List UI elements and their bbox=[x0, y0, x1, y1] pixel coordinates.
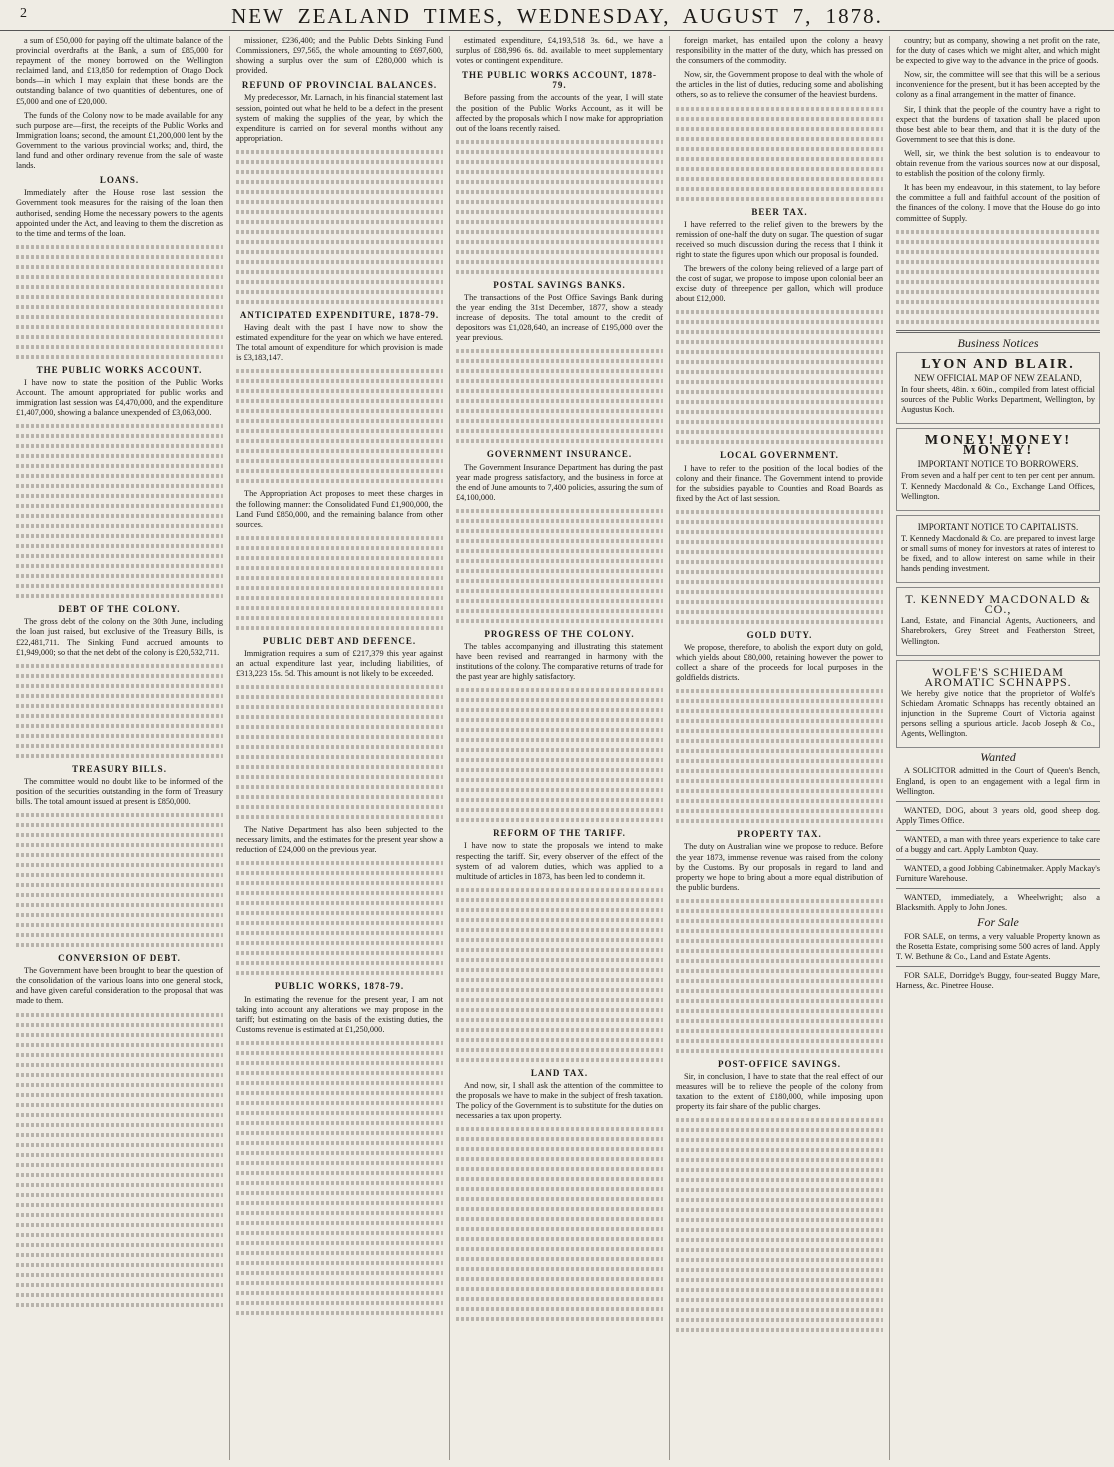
ad-lyon-blair bbox=[896, 352, 1100, 424]
section-heading: LAND TAX. bbox=[530, 1067, 589, 1078]
ad-body: In four sheets, 48in. x 60in., compiled from latest official sources of the Public Works Department, Wellington, by Augustus Koch. bbox=[901, 384, 1095, 415]
divider bbox=[896, 888, 1100, 889]
classified-ad: WANTED, immediately, a Wheelwright; also a Blacksmith. Apply to John Jones. bbox=[896, 893, 1100, 913]
text-block bbox=[16, 245, 223, 359]
section-heading: PUBLIC DEBT AND DEFENCE. bbox=[262, 635, 417, 646]
classified-ad: WANTED, DOG, about 3 years old, good sheep dog. Apply Times Office. bbox=[896, 805, 1100, 825]
classified-ad: FOR SALE, Dorridge's Buggy, four-seated Buggy Mare, Harness, &c. Pinetree House. bbox=[896, 970, 1100, 990]
classified-ad: WANTED, a good Jobbing Cabinetmaker. Apply Mackay's Furniture Warehouse. bbox=[896, 864, 1100, 884]
paragraph: Immigration requires a sum of £217,379 this year against an actual expenditure last year, including liabilities, of £313,223 15s. 5d. This amount is not likely to be exceeded. bbox=[236, 648, 443, 679]
section-title-for-sale: For Sale bbox=[977, 915, 1019, 930]
paragraph: Sir, in conclusion, I have to state that the real effect of our measures will be to relieve the people of the colony from taxation to the extent of £180,000, while imposing upon property its fair share of the public charges. bbox=[676, 1072, 883, 1112]
text-block bbox=[236, 150, 443, 304]
divider bbox=[896, 859, 1100, 860]
section-heading: GOVERNMENT INSURANCE. bbox=[486, 449, 633, 460]
columns bbox=[10, 36, 1106, 1460]
text-block bbox=[16, 1013, 223, 1307]
paragraph: In estimating the revenue for the present year, I am not taking into account any alterations we may propose in the tariff; but estimating on the basis of the existing duties, the Customs revenue is estimated at £1,250,000. bbox=[236, 994, 443, 1034]
section-heading: CONVERSION OF DEBT. bbox=[58, 953, 181, 964]
text-block bbox=[456, 1127, 663, 1321]
column-4 bbox=[670, 36, 890, 1460]
section-heading: POSTAL SAVINGS BANKS. bbox=[493, 279, 626, 290]
section-heading: PROPERTY TAX. bbox=[737, 829, 822, 840]
text-block bbox=[676, 689, 883, 823]
text-block bbox=[16, 813, 223, 947]
paragraph: It has been my endeavour, in this statement, to lay before the committee a full and faithful account of the position of the finances of the colony. I move that the House do go into committee of Supply. bbox=[896, 183, 1100, 223]
classified-ad: A SOLICITOR admitted in the Court of Queen's Bench, England, is open to an engagement with a legal firm in Wellington. bbox=[896, 766, 1100, 796]
paragraph: Sir, I think that the people of the country have a right to expect that the burdens of taxation shall be placed upon those best able to bear them, and that it is the duty of the Government to see that this is done. bbox=[896, 104, 1100, 144]
paragraph: Having dealt with the past I have now to show the estimated expenditure for the year on which we have entered. The total amount of expenditure for which provision is made is £3,183,147. bbox=[236, 323, 443, 363]
paragraph: The brewers of the colony being relieved of a large part of the cost of sugar, we propose to impose upon colonial beer an excise duty of threepence per gallon, which will produce about £12,000. bbox=[676, 264, 883, 304]
text-block bbox=[456, 140, 663, 274]
paragraph: Now, sir, the committee will see that this will be a serious inconvenience for the present, but it has been accepted by the colony as a final arrangement in the matter of finance. bbox=[896, 70, 1100, 100]
section-heading: TREASURY BILLS. bbox=[72, 763, 167, 774]
paragraph: My predecessor, Mr. Larnach, in his financial statement last session, pointed out what he held to be a defect in the present system of making the supplies of the year, by which the expenditure is carried on for several months without any appropriation. bbox=[236, 93, 443, 143]
ad-body: Land, Estate, and Financial Agents, Auctioneers, and Sharebrokers, Grey Street and Featherston Street, Wellington. bbox=[901, 616, 1095, 646]
paragraph: The funds of the Colony now to be made available for any such purpose are—first, the receipts of the Public Works and Immigration loans; second, the amount £1,200,000 lent by the Government to the various provincial works; and, third, the land fund and other ordinary revenue from the sale of waste lands. bbox=[16, 110, 223, 171]
column-3 bbox=[450, 36, 670, 1460]
ad-capitalists bbox=[896, 515, 1100, 583]
paragraph: The tables accompanying and illustrating this statement have been revised and rearranged in harmony with the institutions of the colony. The comparative returns of trade for the past year are highly satisfactory. bbox=[456, 641, 663, 682]
text-block bbox=[236, 536, 443, 630]
section-heading: REFUND OF PROVINCIAL BALANCES. bbox=[241, 80, 438, 91]
classified-ad: FOR SALE, on terms, a very valuable Property known as the Rosetta Estate, comprising some 500 acres of land. Apply T. W. Bethune & Co., Land and Estate Agents. bbox=[896, 931, 1100, 961]
divider bbox=[896, 330, 1100, 333]
ad-body: We hereby give notice that the proprietor of Wolfe's Schiedam Aromatic Schnapps has recently obtained an injunction in the Supreme Court of Victoria against persons selling a spurious article. Jacob Joseph & Co., Agents, Wellington. bbox=[901, 688, 1095, 739]
section-heading: ANTICIPATED EXPENDITURE, 1878-79. bbox=[239, 309, 440, 320]
paragraph: estimated expenditure, £4,193,518 3s. 6d., we have a surplus of £88,996 6s. 8d. available to meet supplementary votes or contingent expenditure. bbox=[456, 36, 663, 66]
text-block bbox=[676, 510, 883, 624]
paragraph: Well, sir, we think the best solution is to endeavour to obtain revenue from the various sources now at our disposal, to establish the position of the colony firmly. bbox=[896, 148, 1100, 179]
paragraph: The committee would no doubt like to be informed of the position of the securities outstanding in the form of Treasury bills. The total amount issued at present is £850,000. bbox=[16, 776, 223, 806]
section-heading: GOLD DUTY. bbox=[746, 629, 813, 640]
section-heading: LOCAL GOVERNMENT. bbox=[720, 450, 839, 461]
section-heading: THE PUBLIC WORKS ACCOUNT. bbox=[36, 364, 203, 375]
text-block bbox=[676, 1118, 883, 1332]
section-heading: POST-OFFICE SAVINGS. bbox=[717, 1058, 842, 1069]
text-block bbox=[456, 888, 663, 1062]
paragraph: Now, sir, the Government propose to deal with the whole of the articles in the list of duties, reducing some and abolishing others, so as to relieve the consumer of the heaviest burdens. bbox=[676, 70, 883, 100]
page-number: 2 bbox=[20, 6, 27, 21]
text-block bbox=[676, 107, 883, 201]
divider bbox=[896, 801, 1100, 802]
column-2 bbox=[230, 36, 450, 1460]
text-block bbox=[896, 230, 1100, 324]
paragraph: The Appropriation Act proposes to meet these charges in the following manner: the Consolidated Fund £1,900,000, the Land Fund £850,000, and the remaining balance from other sources. bbox=[236, 489, 443, 529]
column-1 bbox=[10, 36, 230, 1460]
paragraph: Immediately after the House rose last session the Government took measures for the raising of the loan then authorised, sending Home the necessary powers to the agents appointed under the Act, and leaving to them the discretion as to the time and terms of the loan. bbox=[16, 188, 223, 238]
ad-heading: IMPORTANT NOTICE TO CAPITALISTS. bbox=[917, 521, 1079, 532]
masthead bbox=[0, 0, 1114, 31]
section-heading: PROGRESS OF THE COLONY. bbox=[484, 628, 635, 639]
paragraph: The Government have been brought to bear the question of the consolidation of the various loans into one general stock, and have given careful consideration to the proposal that was made to them. bbox=[16, 966, 223, 1006]
paragraph: missioner, £236,400; and the Public Debts Sinking Fund Commissioners, £97,565, the whole amounting to £697,600, showing a surplus over the sum of £280,000 which is provided. bbox=[236, 36, 443, 76]
ad-heading: MONEY! MONEY! MONEY! bbox=[924, 433, 1072, 459]
section-heading: DEBT OF THE COLONY. bbox=[58, 604, 181, 615]
paragraph: We propose, therefore, to abolish the export duty on gold, which yields about £80,000, retaining however the power to collect a share of the proceeds for local purposes in the goldfields districts. bbox=[676, 642, 883, 683]
text-block bbox=[676, 899, 883, 1053]
newspaper-title: NEW ZEALAND TIMES, WEDNESDAY, AUGUST 7, 1878. bbox=[231, 4, 883, 28]
ad-heading: T. KENNEDY MACDONALD & CO., bbox=[905, 592, 1091, 617]
paragraph: The Government Insurance Department has during the past year made progress satisfactory, and the business in force at the end of June amounts to 7,400 policies, assuring the sum of £4,100,000. bbox=[456, 462, 663, 502]
paragraph: The gross debt of the colony on the 30th June, including the loan just raised, but exclusive of the Treasury Bills, is £22,481,711. The Sinking Fund accrued amounts to £1,949,000; so that the net debt of the colony is £20,532,711. bbox=[16, 617, 223, 657]
ad-heading: LYON AND BLAIR. bbox=[921, 356, 1075, 372]
paragraph: The duty on Australian wine we propose to reduce. Before the year 1873, immense revenue was raised from the colony by the Customs. By our proposals in regard to land and property we hope to bring about a more equal distribution of the public burdens. bbox=[676, 842, 883, 892]
section-title-wanted: Wanted bbox=[980, 750, 1016, 765]
section-heading: REFORM OF THE TARIFF. bbox=[493, 828, 626, 839]
ad-body: T. Kennedy Macdonald & Co. are prepared to invest large or small sums of money for investors at rates of interest to be fixed, and to allow interest on same while in their hands pending investment. bbox=[901, 533, 1095, 574]
section-heading: PUBLIC WORKS, 1878-79. bbox=[274, 981, 405, 992]
classified-ad: WANTED, a man with three years experience to take care of a buggy and cart. Apply Lambton Quay. bbox=[896, 834, 1100, 854]
text-block bbox=[456, 509, 663, 623]
ad-heading: WOLFE'S SCHIEDAM AROMATIC SCHNAPPS. bbox=[924, 664, 1072, 689]
section-heading: BEER TAX. bbox=[751, 206, 808, 217]
paragraph: The transactions of the Post Office Savings Bank during the year ending the 31st December, 1877, show a steady increase of deposits. The total amount to the credit of depositors was £1,028,640, an increase of £195,000 over the year previous. bbox=[456, 292, 663, 343]
text-block bbox=[236, 861, 443, 975]
paragraph: I have referred to the relief given to the brewers by the remission of one-half the duty on sugar. The question of sugar received so much discussion during the recess that I think it right to state the figures upon which our proposal is founded. bbox=[676, 219, 883, 259]
text-block bbox=[236, 685, 443, 819]
ad-body: From seven and a half per cent to ten per cent per annum. T. Kennedy Macdonald & Co., Exchange Land Offices, Wellington. bbox=[901, 471, 1095, 501]
ad-wolfe-schnapps bbox=[896, 660, 1100, 749]
ad-money bbox=[896, 428, 1100, 511]
text-block bbox=[456, 349, 663, 443]
ad-subheading: IMPORTANT NOTICE TO BORROWERS. bbox=[917, 459, 1079, 470]
text-block bbox=[676, 310, 883, 444]
divider bbox=[896, 966, 1100, 967]
text-block bbox=[16, 664, 223, 758]
paragraph: country; but as company, showing a net profit on the rate, for the duty of cases which we might alter, and which might be expected to give way to the advance in the price of goods. bbox=[896, 36, 1100, 66]
column-5 bbox=[890, 36, 1106, 1460]
section-heading: THE PUBLIC WORKS ACCOUNT, 1878-79. bbox=[462, 70, 657, 91]
divider bbox=[896, 830, 1100, 831]
ad-subheading: NEW OFFICIAL MAP OF NEW ZEALAND, bbox=[914, 372, 1082, 383]
text-block bbox=[236, 1041, 443, 1315]
paragraph: And now, sir, I shall ask the attention of the committee to the proposals we have to make in the subject of fresh taxation. The policy of the Government is to substitute for the duties on necessaries a tax upon property. bbox=[456, 1080, 663, 1121]
section-title-business-notices: Business Notices bbox=[957, 335, 1039, 350]
paragraph: I have to refer to the position of the local bodies of the colony and their finance. The Government intend to provide for the subsidies payable to Counties and Road Boards as fixed by the Act of last session. bbox=[676, 463, 883, 503]
text-block bbox=[236, 369, 443, 483]
section-heading: LOANS. bbox=[99, 175, 140, 186]
paragraph: I have now to state the proposals we intend to make respecting the tariff. Sir, every observer of the effect of the system of ad valorem duties, which was applied to a multitude of articles in 1873, has been led to condemn it. bbox=[456, 841, 663, 881]
paragraph: foreign market, has entailed upon the colony a heavy responsibility in the matter of the duty, which has pressed on the consumers of the commodity. bbox=[676, 36, 883, 66]
text-block bbox=[456, 688, 663, 822]
ad-kennedy-macdonald bbox=[896, 587, 1100, 655]
paragraph: The Native Department has also been subjected to the necessary limits, and the estimates for the present year show a reduction of £24,000 on the previous year. bbox=[236, 825, 443, 855]
paragraph: Before passing from the accounts of the year, I will state the position of the Public Works Account, as it will be affected by the proposals which I now make for appropriation out of the loans recently raised. bbox=[456, 93, 663, 133]
paragraph: I have now to state the position of the Public Works Account. The amount appropriated for public works and immigration last session was £4,470,000, and the expenditure £1,407,000, showing a balance unexpended of £3,063,000. bbox=[16, 377, 223, 418]
text-block bbox=[16, 424, 223, 598]
paragraph: a sum of £50,000 for paying off the ultimate balance of the provincial overdrafts at the Bank, a sum of £85,000 for repayment of the money borrowed on the Wellington reclaimed land, and £13,850 for redemption of Otago Dock bonds—in which I may explain that these bonds are the outstanding balance of two quantities of debentures, one of £5,000 and one of £20,000. bbox=[16, 36, 223, 106]
